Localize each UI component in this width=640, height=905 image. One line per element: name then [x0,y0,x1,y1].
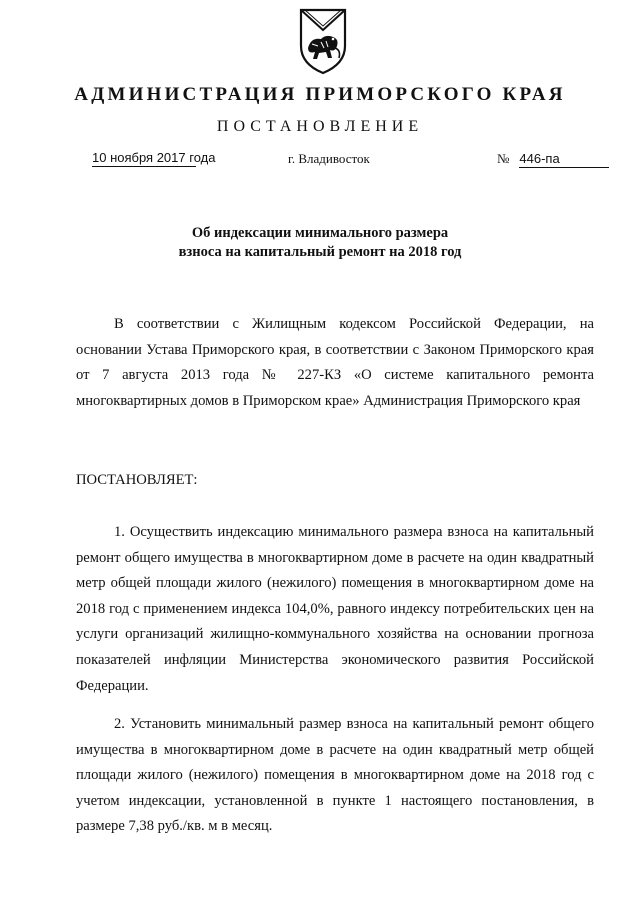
document-number: 446-па [519,151,609,168]
document-city: г. Владивосток [288,151,370,166]
number-sign: № [497,151,510,166]
document-subject [0,224,640,262]
subject-line-1: Об индексации минимального размера [191,225,449,241]
clause-1-paragraph: 1. Осуществить индексацию минимального размера взноса на капитальный ремонт общего имущества в многоквартирном доме в расчете на один квадратный метр общей площади жилого (нежилого) помещения в многоквартирном доме на 2018 год с применением индекса 104,0%, равного индексу потребительских цен на услуги организаций жилищно-коммунального хозяйства на основании прогноза показателей инфляции Министерства экономического развития Российской Федерации. [76,524,594,694]
clause-2-paragraph: 2. Установить минимальный размер взноса на капитальный ремонт общего имущества в многоквартирном доме в расчете на один квадратный метр общей площади жилого (нежилого) помещения в многоквартирном доме на 2018 год с учетом индексации, установленной в пункте 1 настоящего постановления, в размере 7,38 руб./кв. м в месяц. [76,716,594,835]
document-type: ПОСТАНОВЛЕНИЕ [216,118,424,135]
document-number-field [497,150,607,168]
organization-title: АДМИНИСТРАЦИЯ ПРИМОРСКОГО КРАЯ [74,84,566,105]
subject-line-2: взноса на капитальный ремонт на 2018 год [178,244,462,260]
primorsky-coat-of-arms-icon [295,6,351,76]
resolves-heading: ПОСТАНОВЛЯЕТ: [76,472,198,488]
document-date: 10 ноября 2017 года [92,150,216,165]
intro-paragraph: В соответствии с Жилищным кодексом Российской Федерации, на основании Устава Приморского края, в соответствии с Законом Приморского края от 7 августа 2013 года № 227-КЗ «О системе капитального ремонта многоквартирных домов в Приморском крае» Администрация Приморского края [76,316,594,409]
